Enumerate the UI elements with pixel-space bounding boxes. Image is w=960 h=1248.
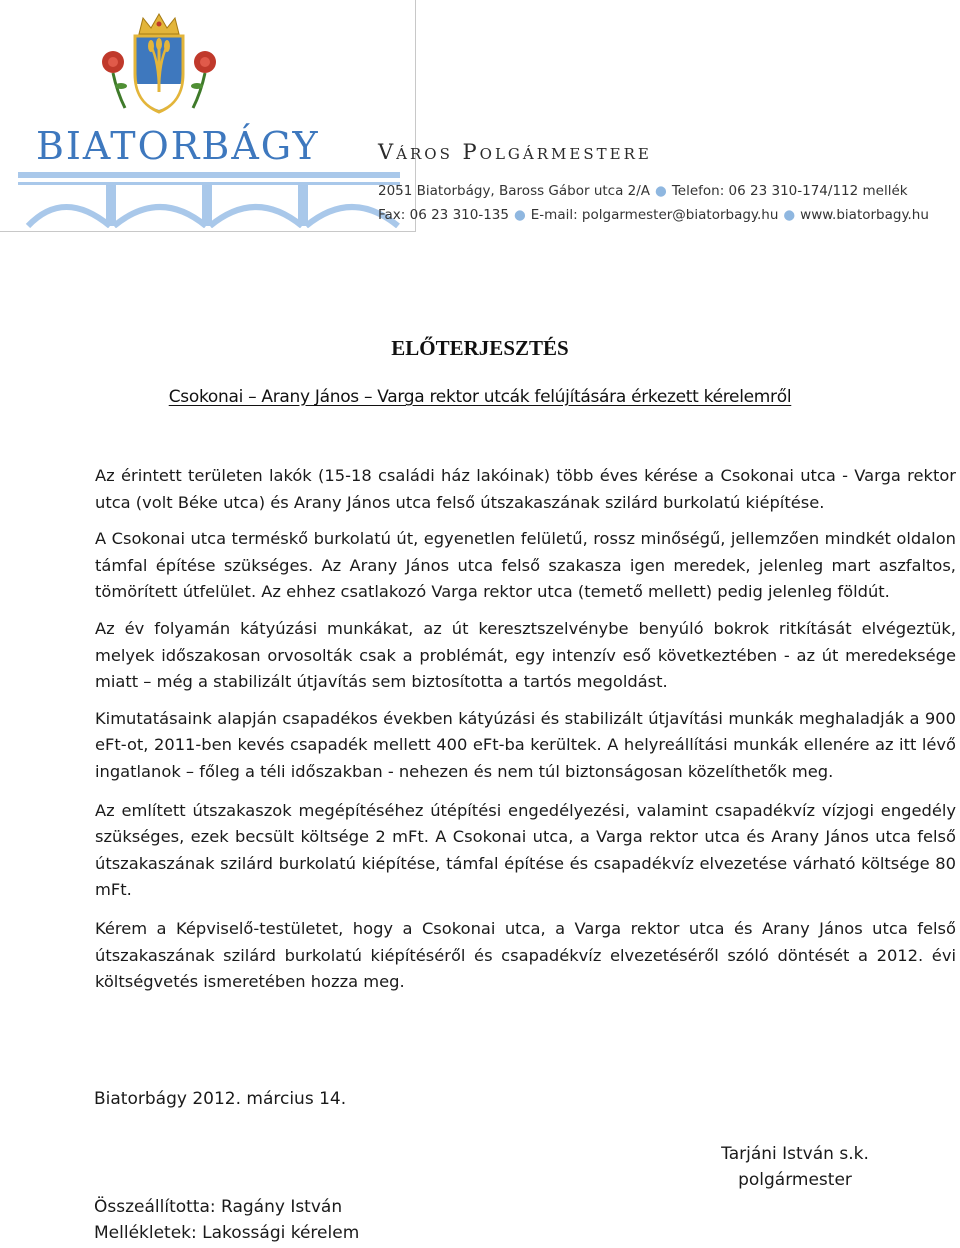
bridge-icon <box>14 166 404 228</box>
website-link[interactable]: www.biatorbagy.hu <box>800 207 929 223</box>
attachments: Mellékletek: Lakossági kérelem <box>94 1223 360 1243</box>
letterhead <box>0 0 960 240</box>
contact-line <box>378 207 929 223</box>
paragraph: Az említett útszakaszok megépítéséhez útépítési engedélyezési, valamint csapadékvíz vízjogi engedély szükséges, ezek becsült költsége 2 mFt. A Csokonai utca, a Varga rektor utca és Arany János utca felső útszakaszának szilárd burkolatú kiépítése, támfal építése és csapadékvíz elvezetése várható költsége 80 mFt. <box>95 800 956 900</box>
document-title: ELŐTERJESZTÉS <box>391 336 569 360</box>
logo-text: BIATORBÁGY <box>36 124 320 168</box>
logo-box <box>0 0 416 232</box>
signer-name: Tarjáni István s.k. <box>721 1144 869 1164</box>
bullet-dot-icon: ● <box>513 207 526 223</box>
bullet-dot-icon: ● <box>783 207 796 223</box>
document-body <box>95 463 956 996</box>
paragraph: Az érintett területen lakók (15-18 családi ház lakóinak) több éves kérése a Csokonai utca - Varga rektor utca (volt Béke utca) és Arany János utca felső útszakaszának szilárd burkolatú kiépítése. <box>95 466 956 512</box>
office-title: Város Polgármestere <box>378 140 652 164</box>
footer-info <box>94 1194 359 1246</box>
compiled-by: Összeállította: Ragány István <box>94 1197 343 1217</box>
paragraph: Kérem a Képviselő-testületet, hogy a Csokonai utca, a Varga rektor utca és Arany János utca felső útszakaszának szilárd burkolatú kiépítéséről és csapadékvíz elvezetéséről szóló döntését a 2012. évi költségvetés ismeretében hozza meg. <box>95 918 956 992</box>
coat-of-arms-icon <box>95 12 223 120</box>
email-link[interactable]: E-mail: polgarmester@biatorbagy.hu <box>530 207 779 223</box>
paragraph: Az év folyamán kátyúzási munkákat, az út keresztszelvénybe benyúló bokrok ritkítását elvégeztük, melyek időszakosan orvosolták csak a problémát, egy intenzív eső következtében - az út meredeksége miatt – még a stabilizált útjavítás sem biztosította a tartós megoldást. <box>95 618 956 692</box>
paragraph: Kimutatásaink alapján csapadékos években kátyúzási és stabilizált útjavítási munkák meghaladják a 900 eFt-ot, 2011-ben kevés csapadék mellett 400 eFt-ba kerültek. A helyreállítási munkák ellenére az itt lévő ingatlanok – főleg a téli időszakban - nehezen és nem túl biztonságosan közelíthetők meg. <box>95 708 956 781</box>
signer-role: polgármester <box>738 1170 852 1190</box>
phone-text: Telefon: 06 23 310-174/112 mellék <box>671 183 908 199</box>
document-date: Biatorbágy 2012. március 14. <box>94 1089 347 1109</box>
signature-block <box>700 1141 890 1193</box>
bullet-dot-icon: ● <box>655 183 667 199</box>
address-text: 2051 Biatorbágy, Baross Gábor utca 2/A <box>378 183 651 199</box>
document-subtitle: Csokonai – Arany János – Varga rektor utcák felújítására érkezett kérelemről <box>168 387 792 407</box>
paragraph: A Csokonai utca terméskő burkolatú út, egyenetlen felületű, rossz minőségű, jellemzően mindkét oldalon támfal építése szükséges. Az Arany János utca felső szakasza igen meredek, jelenleg mart aszfaltos, tömörített útfelület. Az ehhez csatlakozó Varga rektor utca (temető mellett) pedig jelenleg földút. <box>95 529 956 602</box>
address-line <box>378 183 908 199</box>
fax-text: Fax: 06 23 310-135 <box>378 207 509 223</box>
